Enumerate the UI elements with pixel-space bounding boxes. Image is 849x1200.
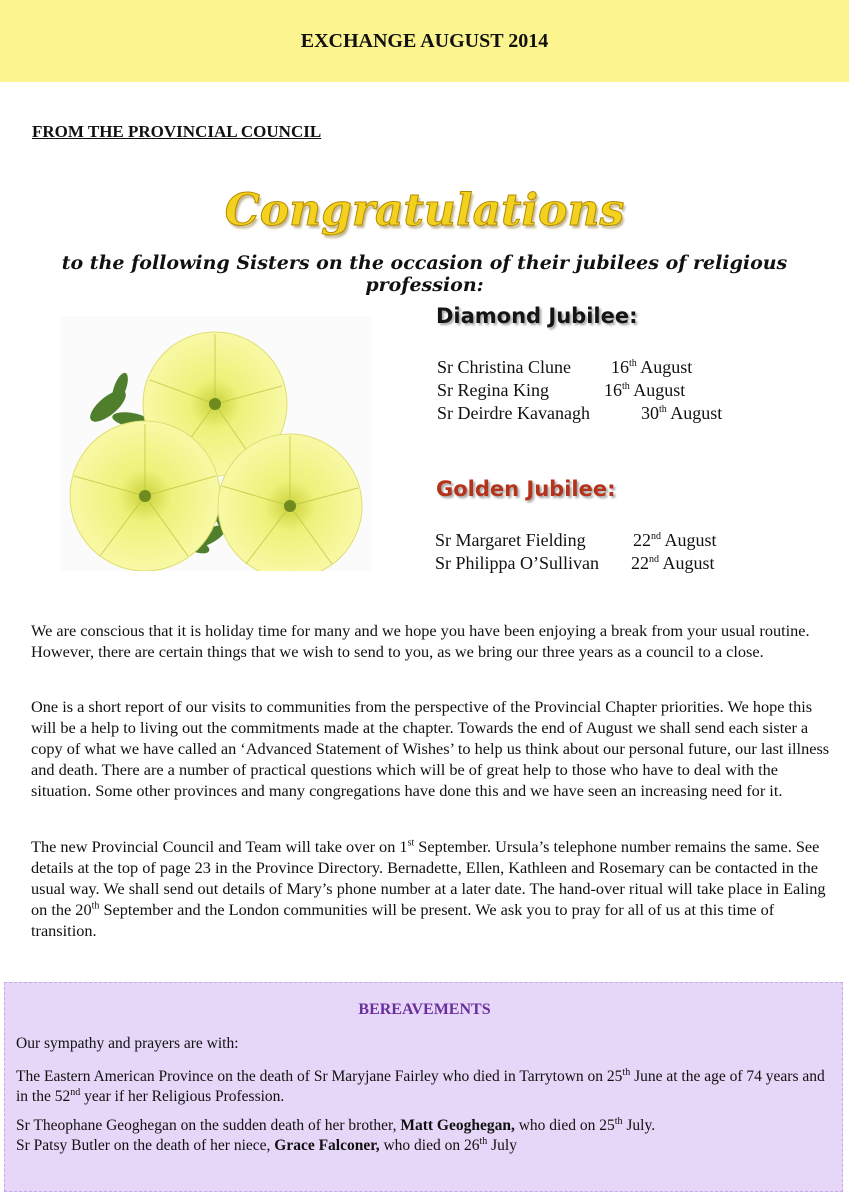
bereavement-item: Sr Theophane Geoghegan on the sudden death of her brother, Matt Geoghegan, who died on 25th July. bbox=[16, 1115, 656, 1134]
diamond-jubilee-heading: Diamond Jubilee: bbox=[436, 304, 638, 328]
sister-name: Sr Christina Clune bbox=[437, 357, 571, 377]
sister-name: Sr Philippa O’Sullivan bbox=[435, 553, 600, 573]
bereavements-intro: Our sympathy and prayers are with: bbox=[16, 1035, 239, 1052]
bereavements-heading: BEREAVEMENTS bbox=[358, 1001, 491, 1018]
golden-jubilee-heading: Golden Jubilee: bbox=[436, 477, 616, 501]
sister-name: Sr Margaret Fielding bbox=[435, 530, 586, 550]
jubilee-date: 16th August bbox=[611, 357, 693, 377]
body-paragraph-2: One is a short report of our visits to communities from the perspective of the Provincial Chapter priorities. We hope this will be a help to living out the commitments made at the chapter. Towards the end of August we shall send each sister a copy of what we have called an ‘Advanced Statement of Wishes’ to help us think about our personal future, our last illness and death. There are a number of practical questions which will be of great help to those who have to deal with the situation. Some other provinces and many congregations have done this and we have seen an increasing need for it. bbox=[31, 697, 830, 800]
bereavements-box bbox=[4, 982, 843, 1192]
diamond-jubilee-list bbox=[437, 356, 722, 425]
list-item bbox=[435, 552, 717, 575]
list-item bbox=[437, 402, 722, 425]
list-item bbox=[437, 356, 722, 379]
sister-name: Sr Regina King bbox=[437, 380, 549, 400]
section-heading: FROM THE PROVINCIAL COUNCIL bbox=[32, 122, 322, 141]
jubilee-date: 22nd August bbox=[631, 553, 715, 573]
congratulations-subtitle: to the following Sisters on the occasion of their jubilees of religious profession: bbox=[61, 252, 788, 296]
bereavement-item: The Eastern American Province on the death of Sr Maryjane Fairley who died in Tarrytown on 25th June at the age of 74 years and in the 52nd year if her Religious Profession. bbox=[16, 1066, 825, 1105]
list-item bbox=[437, 379, 722, 402]
jubilee-date: 30th August bbox=[641, 403, 723, 423]
sister-name: Sr Deirdre Kavanagh bbox=[437, 403, 590, 423]
jubilee-date: 22nd August bbox=[633, 530, 717, 550]
congratulations-title: Congratulations bbox=[224, 185, 625, 236]
jubilee-date: 16th August bbox=[604, 380, 686, 400]
bereavement-item: Sr Patsy Butler on the death of her niece, Grace Falconer, who died on 26th July bbox=[16, 1135, 517, 1154]
golden-jubilee-list bbox=[435, 529, 717, 575]
newsletter-title: EXCHANGE AUGUST 2014 bbox=[300, 29, 549, 52]
body-paragraph-3: The new Provincial Council and Team will take over on 1st September. Ursula’s telephone number remains the same. See details at the top of page 23 in the Province Directory. Bernadette, Ellen, Kathleen and Rosemary can be contacted in the usual way. We shall send out details of Mary’s phone number at a later date. The hand-over ritual will take place in Ealing on the 20th September and the London communities will be present. We ask you to pray for all of us at this time of transition. bbox=[31, 837, 826, 940]
yellow-petunia-flowers-icon bbox=[60, 316, 372, 571]
body-paragraph-1: We are conscious that it is holiday time for many and we hope you have been enjoying a break from your usual routine. However, there are certain things that we wish to send to you, as we bring our three years as a council to a close. bbox=[31, 621, 810, 661]
header-banner bbox=[0, 0, 849, 82]
list-item bbox=[435, 529, 717, 552]
flower-image bbox=[60, 316, 372, 571]
